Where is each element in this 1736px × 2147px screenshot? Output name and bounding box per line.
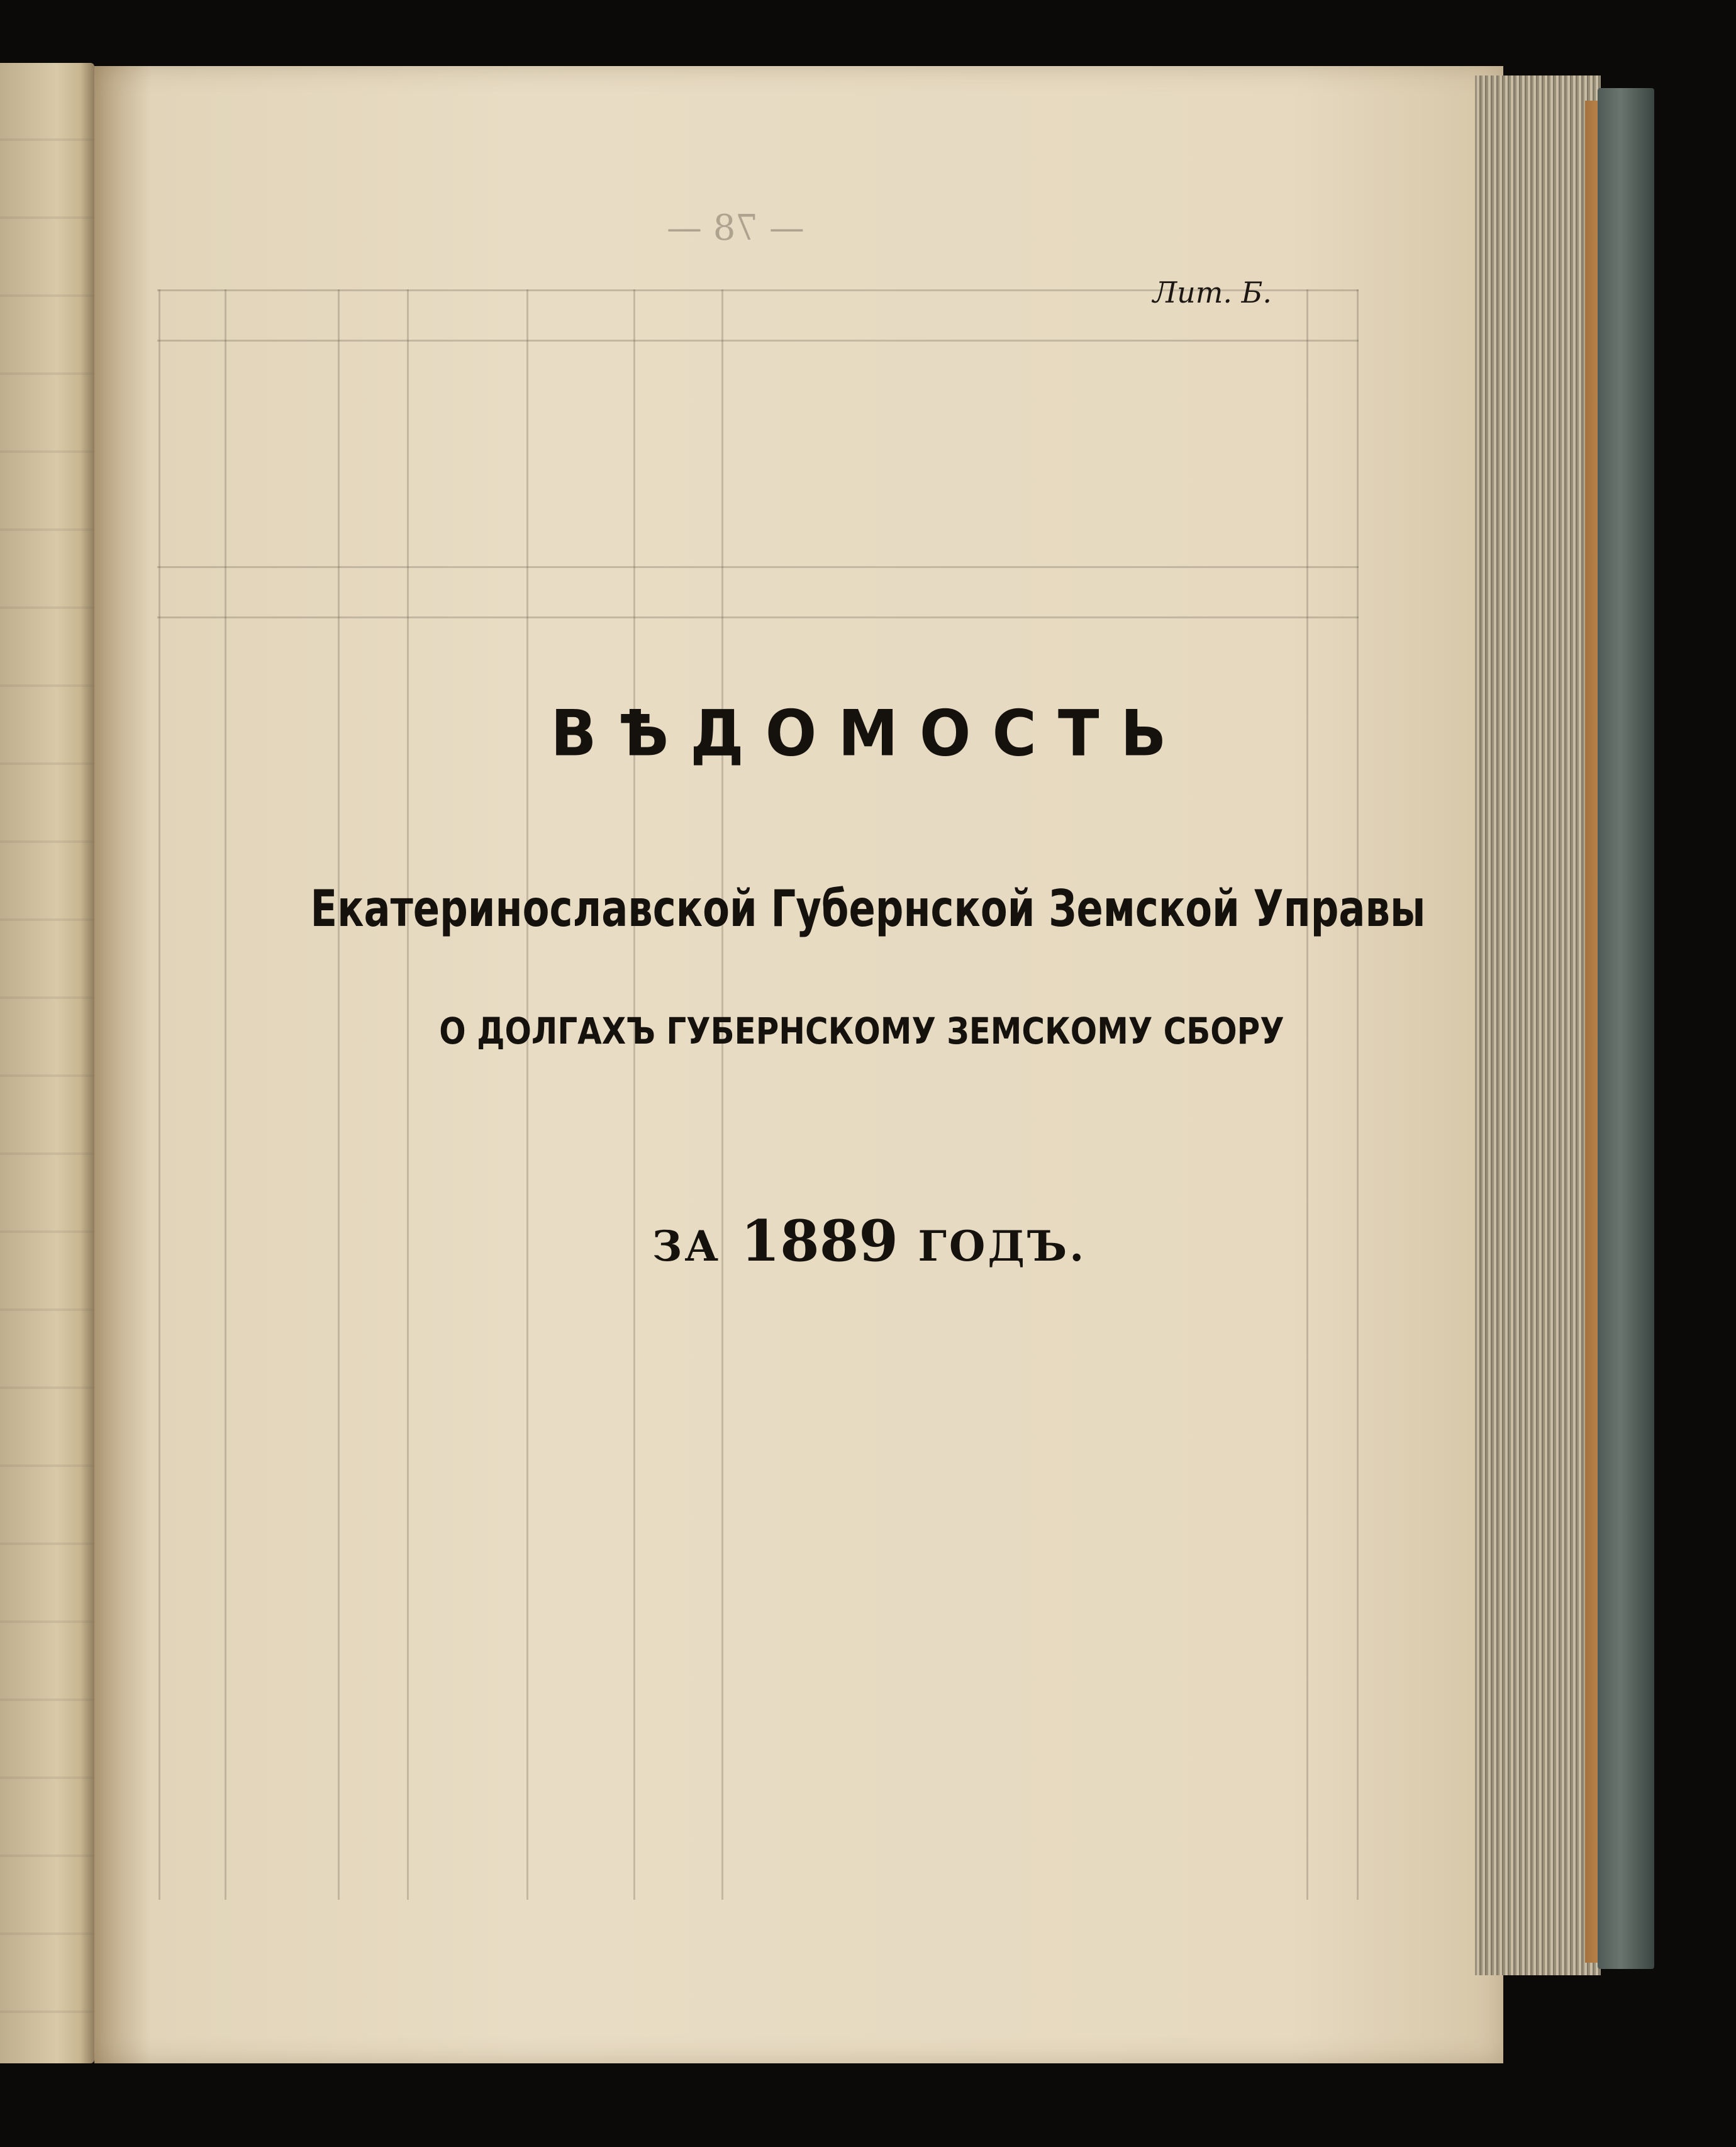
ghost-rule — [157, 340, 1359, 342]
left-page-edge — [0, 63, 94, 2063]
year-prefix: ЗА — [652, 1222, 721, 1271]
bleed-through-table — [157, 289, 1359, 1862]
document-title: ВѢДОМОСТЬ — [550, 696, 1188, 771]
ghost-rule — [338, 289, 340, 1900]
organization-name: Екатеринославской Губернской Земской Управы — [310, 879, 1426, 938]
report-year-line — [1, 1208, 1736, 1274]
year-value: 1889 — [740, 1208, 898, 1274]
ghost-rule — [157, 566, 1359, 568]
lit-label: Лит. Б. — [1152, 276, 1272, 310]
left-page-ruling — [0, 63, 94, 2063]
ghost-rule — [526, 289, 528, 1900]
page-number: — 78 — — [667, 208, 804, 248]
ghost-rule — [159, 289, 160, 1900]
ghost-rule — [633, 289, 635, 1900]
document-subject: О ДОЛГАХЪ ГУБЕРНСКОМУ ЗЕМСКОМУ СБОРУ — [439, 1010, 1284, 1052]
ghost-rule — [1357, 289, 1359, 1900]
ghost-rule — [1306, 289, 1308, 1900]
year-suffix: ГОДЪ. — [918, 1222, 1087, 1271]
ghost-rule — [157, 616, 1359, 618]
ghost-rule — [225, 289, 226, 1900]
ghost-rule — [407, 289, 409, 1900]
ghost-rule — [721, 289, 723, 1900]
